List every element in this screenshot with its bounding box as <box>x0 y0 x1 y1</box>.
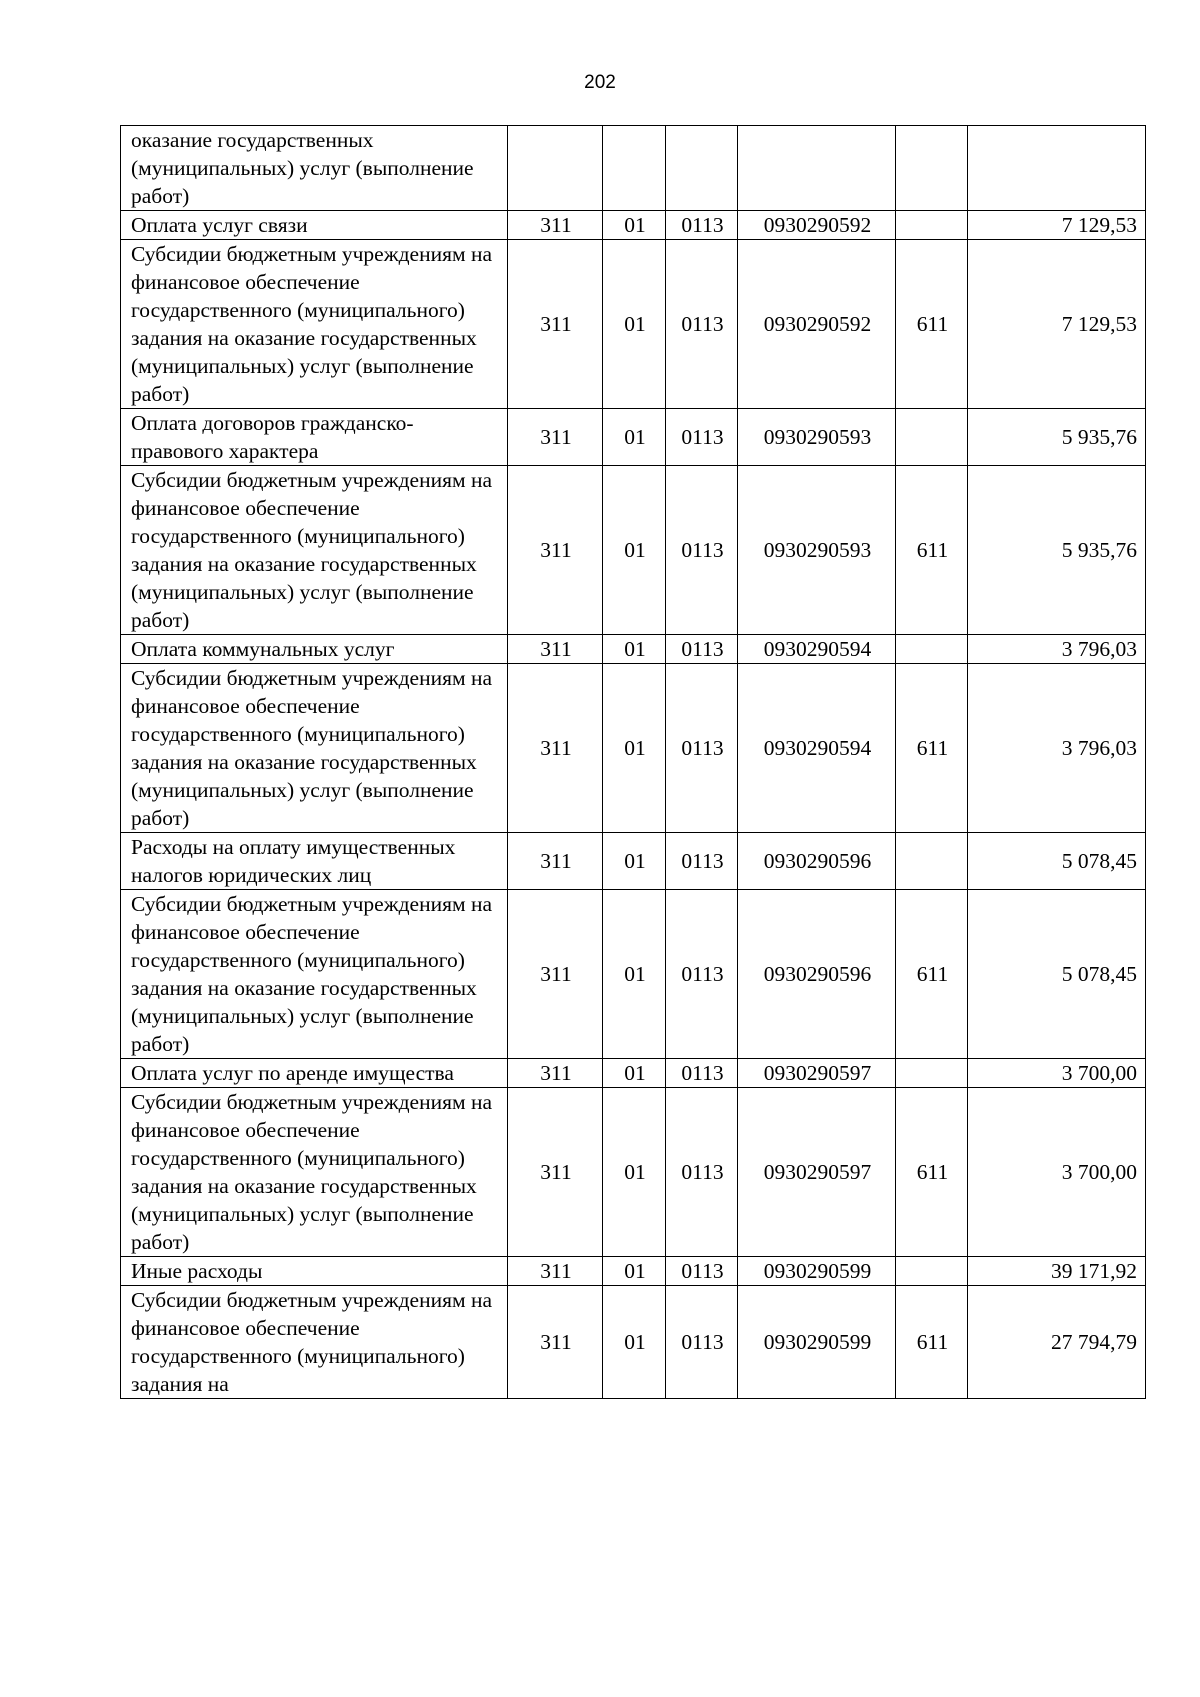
table-row <box>121 1059 1146 1088</box>
budget-table <box>120 125 1146 1399</box>
cell-name: Иные расходы <box>121 1257 508 1286</box>
cell-amount: 3 796,03 <box>968 664 1146 833</box>
cell-expense-type: 611 <box>896 466 968 635</box>
cell-expense-type <box>896 126 968 211</box>
cell-expense-type: 611 <box>896 890 968 1059</box>
cell-subsection: 0113 <box>666 211 738 240</box>
cell-subsection: 0113 <box>666 409 738 466</box>
cell-ministry: 311 <box>508 466 603 635</box>
cell-target-article: 0930290599 <box>738 1257 896 1286</box>
cell-name: Субсидии бюджетным учреждениям на финансовое обеспечение государственного (муниципального) задания на <box>121 1286 508 1399</box>
cell-expense-type <box>896 1257 968 1286</box>
cell-subsection: 0113 <box>666 635 738 664</box>
cell-ministry: 311 <box>508 635 603 664</box>
cell-subsection: 0113 <box>666 1286 738 1399</box>
cell-amount: 7 129,53 <box>968 211 1146 240</box>
cell-ministry: 311 <box>508 409 603 466</box>
table-row <box>121 1257 1146 1286</box>
cell-target-article: 0930290594 <box>738 664 896 833</box>
cell-subsection: 0113 <box>666 466 738 635</box>
cell-ministry: 311 <box>508 1059 603 1088</box>
cell-subsection: 0113 <box>666 240 738 409</box>
cell-expense-type: 611 <box>896 1286 968 1399</box>
table-row <box>121 409 1146 466</box>
cell-ministry: 311 <box>508 664 603 833</box>
table-row <box>121 890 1146 1059</box>
table-row <box>121 635 1146 664</box>
cell-expense-type <box>896 1059 968 1088</box>
cell-ministry: 311 <box>508 1286 603 1399</box>
cell-section: 01 <box>603 409 666 466</box>
cell-expense-type: 611 <box>896 1088 968 1257</box>
cell-amount: 7 129,53 <box>968 240 1146 409</box>
cell-name: Субсидии бюджетным учреждениям на финансовое обеспечение государственного (муниципального) задания на оказание государственных (муниципальных) услуг (выполнение работ) <box>121 1088 508 1257</box>
cell-name: Оплата договоров гражданско-правового характера <box>121 409 508 466</box>
cell-target-article: 0930290592 <box>738 211 896 240</box>
cell-amount: 39 171,92 <box>968 1257 1146 1286</box>
cell-ministry: 311 <box>508 1257 603 1286</box>
table-row <box>121 211 1146 240</box>
cell-amount: 3 700,00 <box>968 1059 1146 1088</box>
cell-section: 01 <box>603 1059 666 1088</box>
cell-section: 01 <box>603 466 666 635</box>
cell-expense-type <box>896 635 968 664</box>
cell-target-article: 0930290597 <box>738 1059 896 1088</box>
cell-target-article <box>738 126 896 211</box>
table-row <box>121 833 1146 890</box>
cell-section: 01 <box>603 833 666 890</box>
cell-target-article: 0930290594 <box>738 635 896 664</box>
cell-target-article: 0930290597 <box>738 1088 896 1257</box>
cell-subsection: 0113 <box>666 1257 738 1286</box>
cell-subsection: 0113 <box>666 890 738 1059</box>
cell-ministry <box>508 126 603 211</box>
cell-target-article: 0930290593 <box>738 466 896 635</box>
cell-ministry: 311 <box>508 890 603 1059</box>
cell-target-article: 0930290596 <box>738 833 896 890</box>
cell-ministry: 311 <box>508 833 603 890</box>
cell-ministry: 311 <box>508 1088 603 1257</box>
page-number: 202 <box>584 72 616 93</box>
cell-subsection: 0113 <box>666 664 738 833</box>
cell-subsection <box>666 126 738 211</box>
cell-section: 01 <box>603 635 666 664</box>
cell-section: 01 <box>603 1286 666 1399</box>
cell-target-article: 0930290596 <box>738 890 896 1059</box>
cell-amount: 27 794,79 <box>968 1286 1146 1399</box>
cell-subsection: 0113 <box>666 833 738 890</box>
cell-name: Оплата услуг связи <box>121 211 508 240</box>
cell-amount: 5 935,76 <box>968 409 1146 466</box>
cell-name: Субсидии бюджетным учреждениям на финансовое обеспечение государственного (муниципального) задания на оказание государственных (муниципальных) услуг (выполнение работ) <box>121 664 508 833</box>
cell-name: оказание государственных (муниципальных) услуг (выполнение работ) <box>121 126 508 211</box>
table-row <box>121 126 1146 211</box>
cell-section: 01 <box>603 664 666 833</box>
cell-name: Субсидии бюджетным учреждениям на финансовое обеспечение государственного (муниципального) задания на оказание государственных (муниципальных) услуг (выполнение работ) <box>121 890 508 1059</box>
cell-section: 01 <box>603 890 666 1059</box>
cell-section: 01 <box>603 1088 666 1257</box>
table-row <box>121 1286 1146 1399</box>
cell-amount: 5 078,45 <box>968 890 1146 1059</box>
cell-name: Расходы на оплату имущественных налогов юридических лиц <box>121 833 508 890</box>
cell-name: Оплата услуг по аренде имущества <box>121 1059 508 1088</box>
cell-amount: 3 796,03 <box>968 635 1146 664</box>
cell-ministry: 311 <box>508 211 603 240</box>
cell-name: Субсидии бюджетным учреждениям на финансовое обеспечение государственного (муниципального) задания на оказание государственных (муниципальных) услуг (выполнение работ) <box>121 466 508 635</box>
table-row <box>121 240 1146 409</box>
cell-target-article: 0930290592 <box>738 240 896 409</box>
table-row <box>121 1088 1146 1257</box>
cell-subsection: 0113 <box>666 1059 738 1088</box>
cell-expense-type: 611 <box>896 240 968 409</box>
cell-name: Оплата коммунальных услуг <box>121 635 508 664</box>
cell-section <box>603 126 666 211</box>
cell-amount: 5 078,45 <box>968 833 1146 890</box>
cell-expense-type: 611 <box>896 664 968 833</box>
cell-amount <box>968 126 1146 211</box>
cell-expense-type <box>896 833 968 890</box>
cell-target-article: 0930290593 <box>738 409 896 466</box>
cell-expense-type <box>896 409 968 466</box>
cell-section: 01 <box>603 1257 666 1286</box>
cell-section: 01 <box>603 240 666 409</box>
cell-section: 01 <box>603 211 666 240</box>
table-row <box>121 664 1146 833</box>
cell-name: Субсидии бюджетным учреждениям на финансовое обеспечение государственного (муниципального) задания на оказание государственных (муниципальных) услуг (выполнение работ) <box>121 240 508 409</box>
cell-amount: 5 935,76 <box>968 466 1146 635</box>
cell-amount: 3 700,00 <box>968 1088 1146 1257</box>
table-row <box>121 466 1146 635</box>
cell-subsection: 0113 <box>666 1088 738 1257</box>
cell-target-article: 0930290599 <box>738 1286 896 1399</box>
cell-ministry: 311 <box>508 240 603 409</box>
table-body <box>121 126 1146 1399</box>
cell-expense-type <box>896 211 968 240</box>
